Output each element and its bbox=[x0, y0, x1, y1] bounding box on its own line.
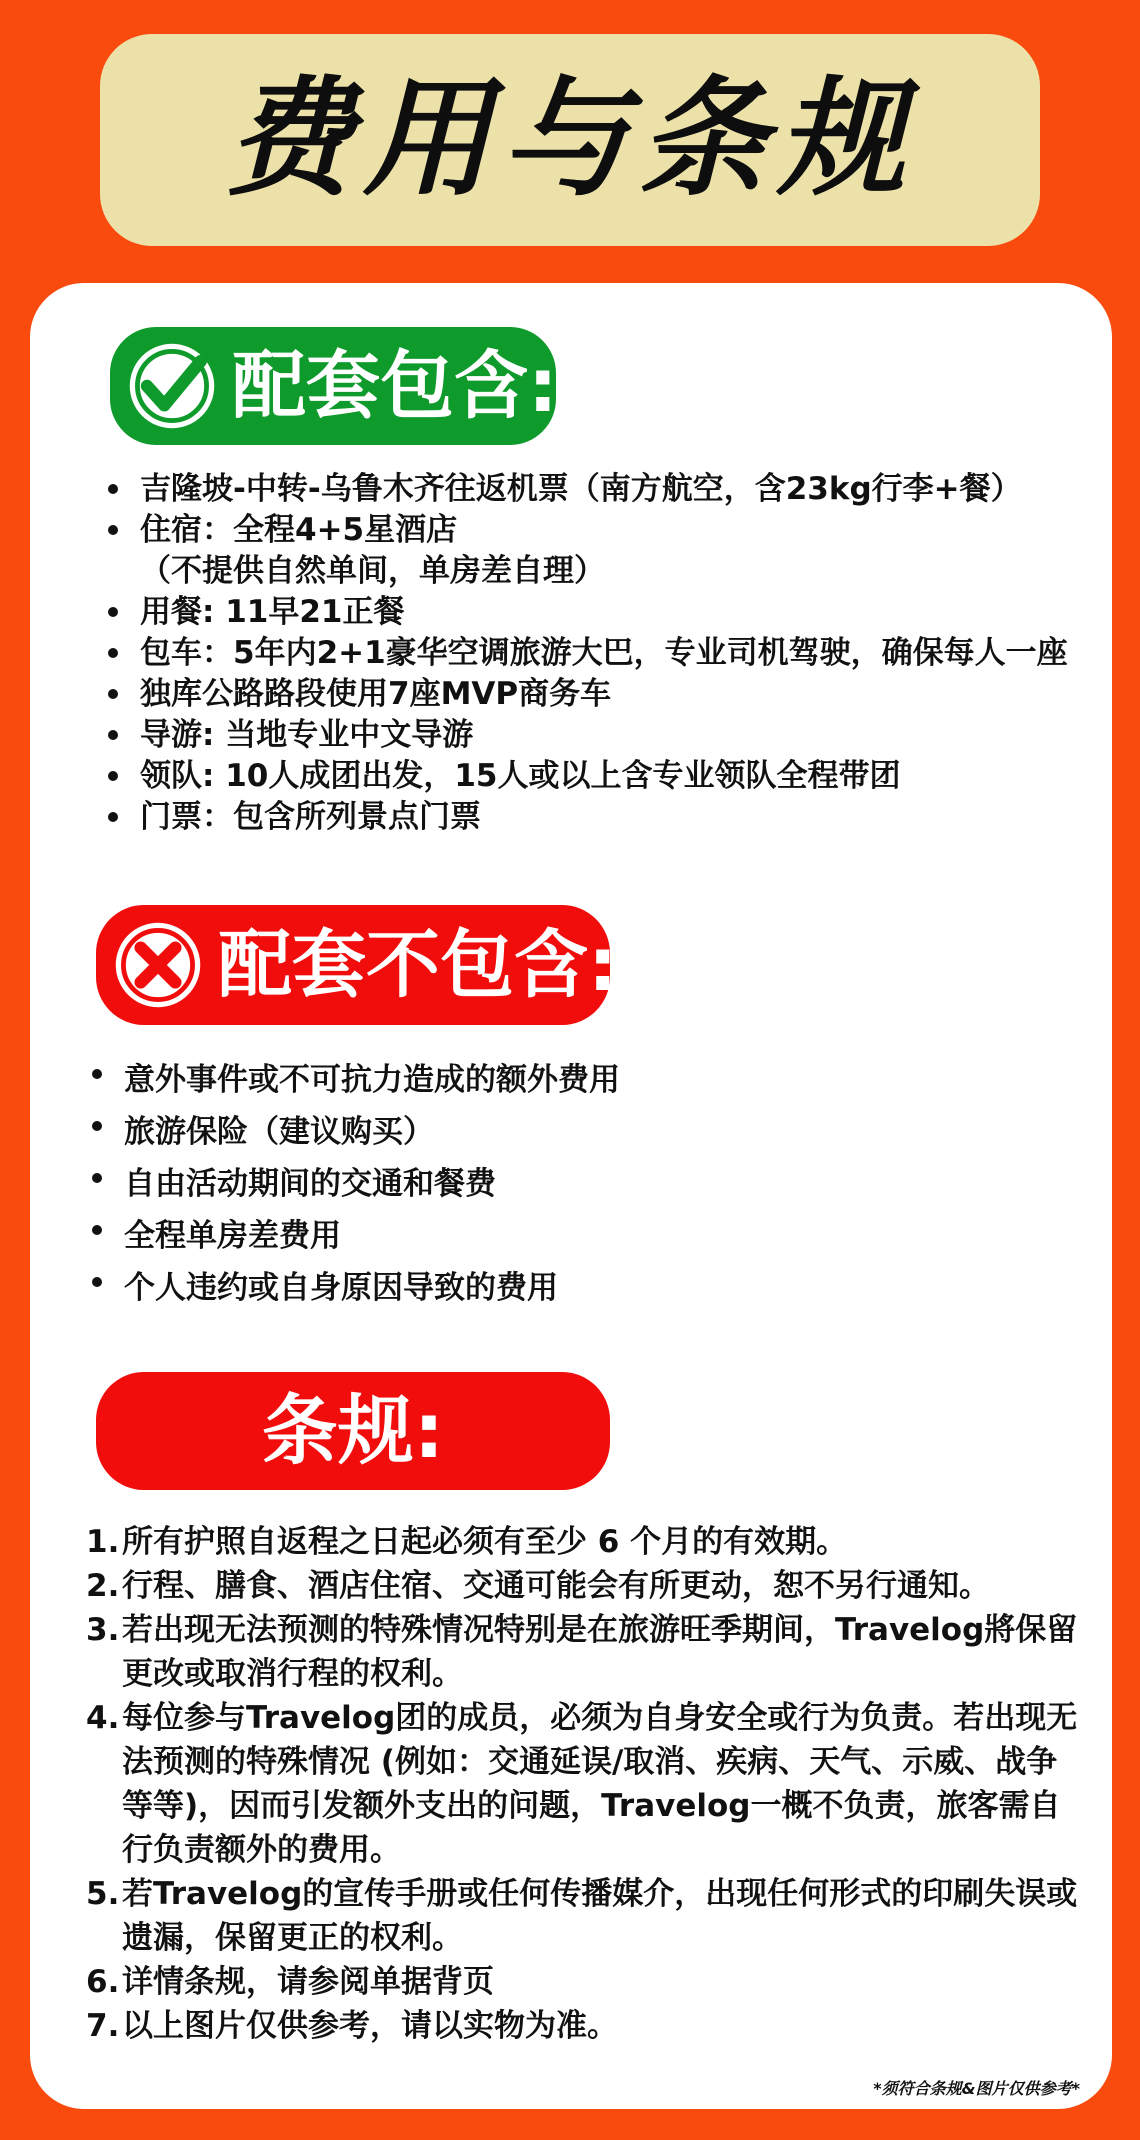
term-item bbox=[86, 1872, 1086, 1960]
term-number: 4. bbox=[86, 1700, 120, 1736]
term-text: 以上图片仅供参考，请以实物为准。 bbox=[122, 2008, 618, 2044]
term-text: 若出现无法预测的特殊情况特别是在旅游旺季期间，Travelog將保留更改或取消行程的权利。 bbox=[122, 1612, 1078, 1692]
list-item: 全程单房差费用 bbox=[88, 1210, 1048, 1262]
list-item: 导游: 当地专业中文导游 bbox=[104, 715, 1104, 756]
term-number: 7. bbox=[86, 2008, 120, 2044]
list-item: 包车：5年内2+1豪华空调旅游大巴，专业司机驾驶，确保每人一座 bbox=[104, 633, 1104, 674]
term-number: 6. bbox=[86, 1964, 120, 2000]
title-banner bbox=[100, 34, 1040, 246]
terms-heading-pill bbox=[96, 1372, 610, 1490]
term-item bbox=[86, 1696, 1086, 1872]
list-item: 用餐: 11早21正餐 bbox=[104, 592, 1104, 633]
included-list bbox=[104, 469, 1104, 838]
page-title: 费用与条规 bbox=[224, 65, 915, 214]
list-item: 意外事件或不可抗力造成的额外费用 bbox=[88, 1054, 1048, 1106]
x-circle-icon bbox=[110, 917, 206, 1013]
term-text: 若Travelog的宣传手册或任何传播媒介，出现任何形式的印刷失误或遗漏，保留更正的权利。 bbox=[122, 1876, 1078, 1956]
term-item bbox=[86, 1520, 1086, 1564]
term-item bbox=[86, 1608, 1086, 1696]
list-item: 独库公路路段使用7座MVP商务车 bbox=[104, 674, 1104, 715]
term-item bbox=[86, 2004, 1086, 2048]
included-heading: 配套包含: bbox=[232, 343, 558, 429]
terms-list bbox=[86, 1520, 1086, 2048]
list-item: 吉隆坡-中转-乌鲁木齐往返机票（南方航空，含23kg行李+餐） bbox=[104, 469, 1104, 510]
term-text: 所有护照自返程之日起必须有至少 6 个月的有效期。 bbox=[122, 1524, 848, 1560]
term-item bbox=[86, 1564, 1086, 1608]
terms-heading: 条规: bbox=[261, 1386, 445, 1475]
footnote: *须符合条规&图片仅供参考* bbox=[873, 2079, 1080, 2098]
term-text: 详情条规，请参阅单据背页 bbox=[122, 1964, 494, 2000]
term-number: 5. bbox=[86, 1876, 120, 1912]
list-item: 自由活动期间的交通和餐费 bbox=[88, 1158, 1048, 1210]
term-text: 行程、膳食、酒店住宿、交通可能会有所更动，恕不另行通知。 bbox=[122, 1568, 990, 1604]
excluded-heading-pill bbox=[96, 905, 618, 1025]
term-number: 2. bbox=[86, 1568, 120, 1604]
list-item: 住宿：全程4+5星酒店 （不提供自然单间，单房差自理） bbox=[104, 510, 1104, 592]
excluded-heading: 配套不包含: bbox=[218, 922, 618, 1008]
term-text: 每位参与Travelog团的成员，必须为自身安全或行为负责。若出现无法预测的特殊情况 (例如：交通延误/取消、疾病、天气、示威、战争等等)，因而引发额外支出的问题，Travelog一概不负责，旅客需自行负责额外的费用。 bbox=[122, 1700, 1078, 1868]
check-circle-icon bbox=[124, 338, 220, 434]
term-number: 1. bbox=[86, 1524, 120, 1560]
list-item: 个人违约或自身原因导致的费用 bbox=[88, 1262, 1048, 1314]
list-item: 领队: 10人成团出发，15人或以上含专业领队全程带团 bbox=[104, 756, 1104, 797]
list-item: 门票：包含所列景点门票 bbox=[104, 797, 1104, 838]
term-item bbox=[86, 1960, 1086, 2004]
list-item: 旅游保险（建议购买） bbox=[88, 1106, 1048, 1158]
excluded-list bbox=[88, 1054, 1048, 1314]
term-number: 3. bbox=[86, 1612, 120, 1648]
included-heading-pill bbox=[110, 327, 556, 445]
